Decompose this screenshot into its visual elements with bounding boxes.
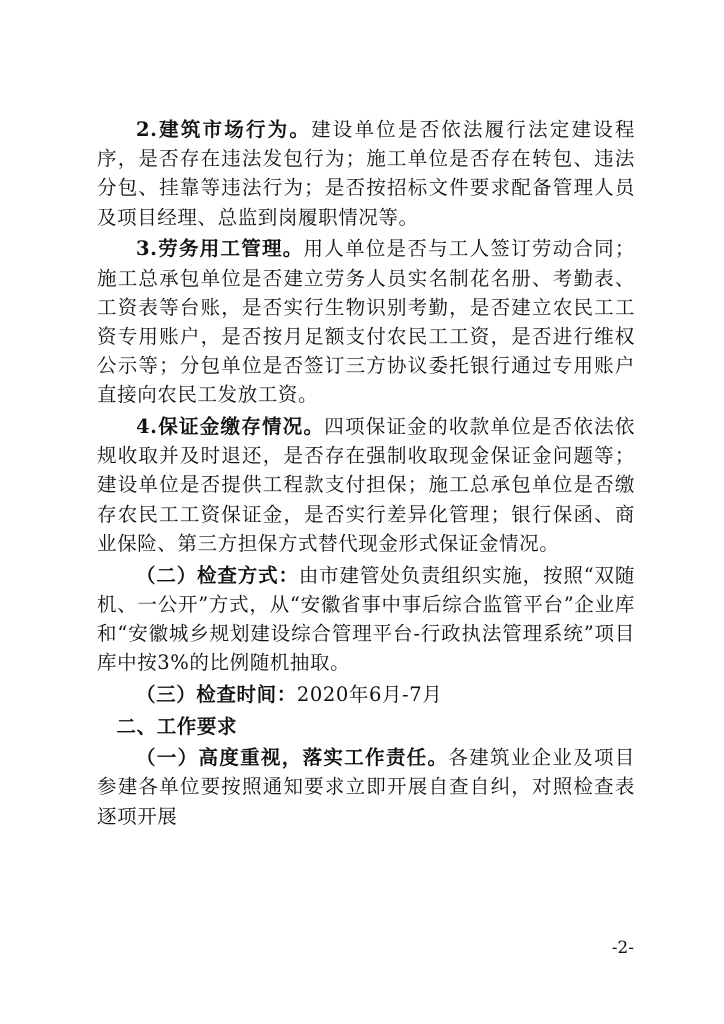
paragraph-inspection-time — [97, 680, 635, 709]
paragraph-text: 由市建管处负责组织实施，按照“双随机、一公开”方式，从“安徽省事中事后综合监管平台”企业库和“安徽城乡规划建设综合管理平台-行政执法管理系统”项目库中按3%的比例随机抽取。 — [97, 563, 635, 675]
paragraph-deposit-status — [97, 412, 635, 558]
paragraph-text: 建设单位是否依法履行法定建设程序，是否存在违法发包行为；施工单位是否存在转包、违法分包、挂靠等违法行为；是否按招标文件要求配备管理人员及项目经理、总监到岗履职情况等。 — [97, 118, 635, 229]
paragraph-lead: 4.保证金缴存情况。 — [136, 415, 325, 439]
paragraph-text: 用人单位是否与工人签订劳动合同；施工总承包单位是否建立劳务人员实名制花名册、考勤表、工资表等台账，是否实行生物识别考勤，是否建立农民工工资专用账户，是否按月足额支付农民工工资，是否进行维权公示等；分包单位是否签订三方协议委托银行通过专用账户直接向农民工发放工资。 — [97, 237, 635, 407]
paragraph-labor-management — [97, 234, 635, 409]
paragraph-lead: 3.劳务用工管理。 — [136, 237, 304, 261]
document-body — [97, 115, 635, 833]
paragraph-work-responsibility — [97, 743, 635, 831]
paragraph-market-behavior — [97, 115, 635, 232]
paragraph-inspection-method — [97, 561, 635, 678]
paragraph-text: 各建筑业企业及项目参建各单位要按照通知要求立即开展自查自纠，对照检查表逐项开展 — [97, 746, 635, 828]
paragraph-text: 2020年6月-7月 — [296, 682, 443, 706]
paragraph-lead: （二）检查方式： — [136, 563, 299, 587]
paragraph-text: 四项保证金的收款单位是否依法依规收取并及时退还，是否存在强制收取现金保证金问题等；建设单位是否提供工程款支付担保；施工总承包单位是否缴存农民工工资保证金，是否实行差异化管理；银行保函、商业保险、第三方担保方式替代现金形式保证金情况。 — [97, 415, 635, 555]
paragraph-lead: （一）高度重视，落实工作责任。 — [136, 746, 449, 770]
section-heading: 二、工作要求 — [116, 714, 238, 738]
paragraph-lead: （三）检查时间： — [136, 682, 297, 706]
paragraph-lead: 2.建筑市场行为。 — [136, 118, 312, 141]
page-number: -2- — [611, 938, 634, 958]
